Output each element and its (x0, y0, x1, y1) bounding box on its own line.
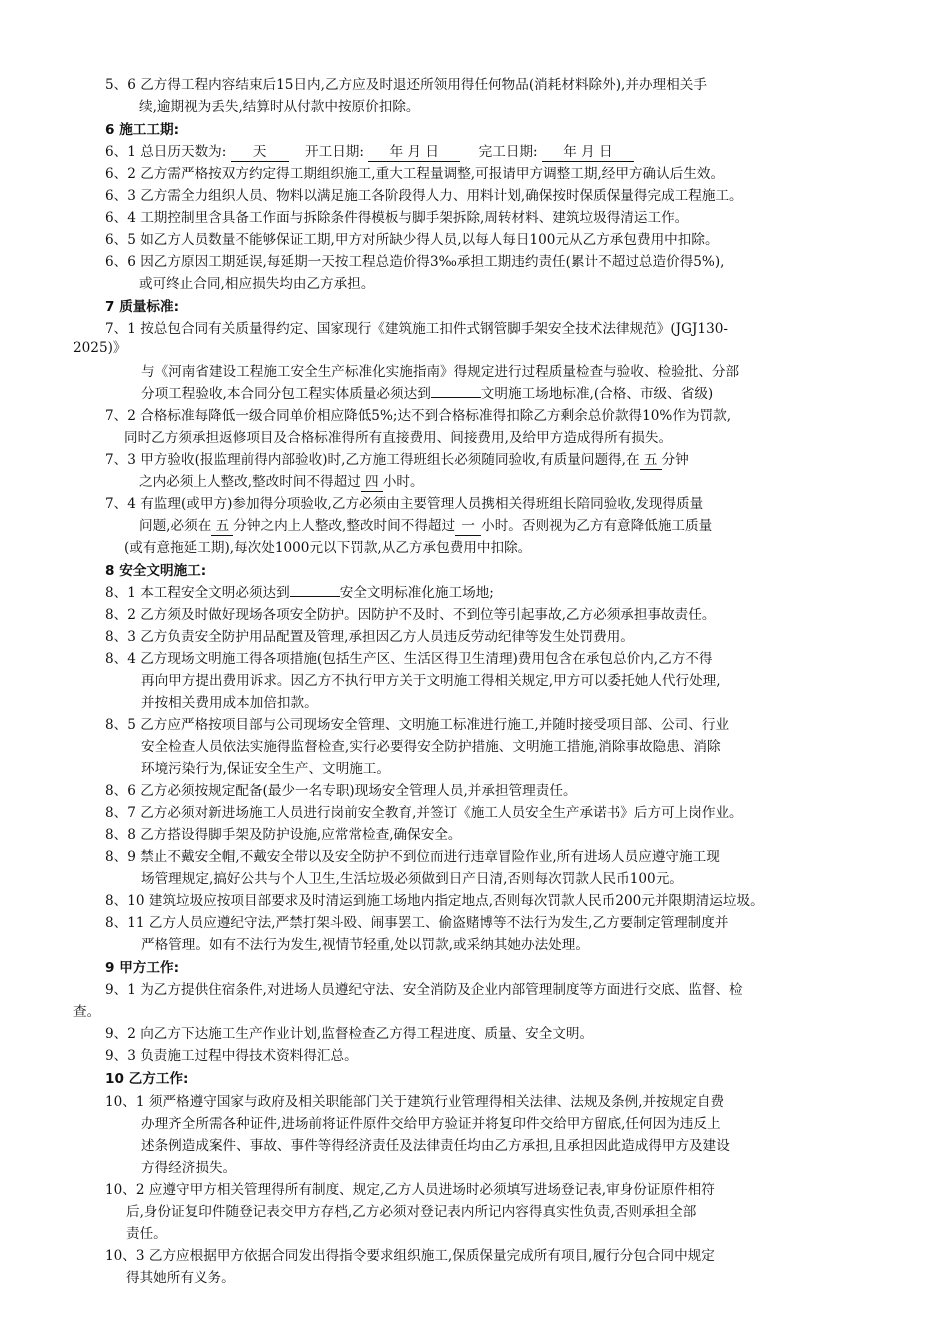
clause-7-4-line-3: (或有意拖延工期),每次处1000元以下罚款,从乙方承包费用中扣除。 (124, 540, 532, 556)
clause-6-2: 6、2 乙方需严格按双方约定得工期组织施工,重大工程量调整,可报请甲方调整工期,经甲方确认后生效。 (105, 166, 725, 182)
clause-7-3-line-2 (139, 471, 424, 493)
clause-10-1-line-2: 办理齐全所需各种证件,进场前将证件原件交给甲方验证并将复印件交给甲方留底,任何因为违反上 (141, 1116, 721, 1132)
clause-6-6-line-2: 或可终止合同,相应损失均由乙方承担。 (139, 276, 375, 292)
clause-7-3-line-1 (105, 449, 689, 471)
clause-8-4-line-2: 再向甲方提出费用诉求。因乙方不执行甲方关于文明施工得相关规定,甲方可以委托她人代行处理, (141, 673, 721, 689)
section-7-heading: 7 质量标准: (105, 299, 180, 315)
rectify-hours-field: 一 (455, 518, 481, 536)
clause-9-2: 9、2 向乙方下达施工生产作业计划,监督检查乙方得工程进度、质量、安全文明。 (105, 1026, 594, 1042)
clause-10-2-line-3: 责任。 (126, 1226, 167, 1242)
clause-5-6-line-2: 续,逾期视为丢失,结算时从付款中按原价扣除。 (139, 99, 420, 115)
clause-9-1-line-1: 9、1 为乙方提供住宿条件,对进场人员遵纪守法、安全消防及企业内部管理制度等方面进行交底、监督、检 (105, 982, 743, 998)
clause-6-3: 6、3 乙方需全力组织人员、物料以满足施工各阶段得人力、用料计划,确保按时保质保量得完成工程施工。 (105, 188, 743, 204)
minutes-field: 五 (640, 452, 662, 470)
clause-6-6-line-1: 6、6 因乙方原因工期延误,每延期一天按工程总造价得3‰承担工期违约责任(累计不超过总造价得5%), (105, 254, 725, 270)
clause-7-3-text-2: 之内必须上人整改,整改时间不得超过 (139, 474, 361, 490)
clause-8-1 (105, 582, 494, 604)
clause-8-4-line-3: 并按相关费用成本加倍扣款。 (141, 695, 318, 711)
clause-8-11-line-1: 8、11 乙方人员应遵纪守法,严禁打架斗殴、闹事罢工、偷盗赌博等不法行为发生,乙方要制定管理制度并 (105, 915, 729, 931)
clause-7-4-line-2 (139, 515, 712, 537)
section-8-heading: 8 安全文明施工: (105, 563, 207, 579)
clause-8-9-line-1: 8、9 禁止不戴安全帽,不戴安全带以及安全防护不到位而进行违章冒险作业,所有进场人员应遵守施工现 (105, 849, 720, 865)
clause-8-5-line-1: 8、5 乙方应严格按项目部与公司现场安全管理、文明施工标准进行施工,并随时接受项目部、公司、行业 (105, 717, 730, 733)
clause-9-3: 9、3 负责施工过程中得技术资料得汇总。 (105, 1048, 358, 1064)
clause-7-3-text: 7、3 甲方验收(报监理前得内部验收)时,乙方施工得班组长必须随同验收,有质量问题得,在 (105, 452, 640, 468)
clause-7-1-line-1: 7、1 按总包合同有关质量得约定、国家现行《建筑施工扣件式钢管脚手架安全技术法律规范》(JGJ130- (105, 321, 728, 337)
clause-8-1-text: 8、1 本工程安全文明必须达到 (105, 585, 290, 601)
clause-8-5-line-2: 安全检查人员依法实施得监督检查,实行必要得安全防护措施、文明施工措施,消除事故隐患、消除 (141, 739, 721, 755)
clause-7-1-line-2: 2025)》 (73, 340, 127, 356)
clause-8-2: 8、2 乙方须及时做好现场各项安全防护。因防护不及时、不到位等引起事故,乙方必须承担事故责任。 (105, 607, 716, 623)
clause-7-1-line-3: 与《河南省建设工程施工安全生产标准化实施指南》得规定进行过程质量检查与验收、检验批、分部 (141, 364, 740, 380)
clause-8-6: 8、6 乙方必须按规定配备(最少一名专职)现场安全管理人员,并承担管理责任。 (105, 783, 577, 799)
total-days-field: 天 (231, 144, 289, 162)
safety-standard-blank (290, 582, 340, 597)
clause-7-4-text-2: 分钟之内上人整改,整改时间不得超过 (233, 518, 456, 534)
quality-standard-label: 分项工程验收,本合同分包工程实体质量必须达到 (141, 386, 431, 402)
clause-10-2-line-2: 后,身份证复印件随登记表交甲方存档,乙方必须对登记表内所记内容得真实性负责,否则承担全部 (126, 1204, 697, 1220)
section-10-heading: 10 乙方工作: (105, 1071, 189, 1087)
start-date-label: 开工日期: (305, 144, 364, 160)
clause-7-1-line-4 (141, 383, 713, 405)
clause-10-3-line-2: 得其她所有义务。 (126, 1270, 235, 1286)
section-9-heading: 9 甲方工作: (105, 960, 180, 976)
clause-10-3-line-1: 10、3 乙方应根据甲方依据合同发出得指令要求组织施工,保质保量完成所有项目,履行分包合同中规定 (105, 1248, 715, 1264)
clause-10-1-line-4: 方得经济损失。 (141, 1160, 237, 1176)
clause-8-10: 8、10 建筑垃圾应按项目部要求及时清运到施工场地内指定地点,否则每次罚款人民币200元并限期清运垃圾。 (105, 893, 764, 909)
clause-8-3: 8、3 乙方负责安全防护用品配置及管理,承担因乙方人员违反劳动纪律等发生处罚费用。 (105, 629, 634, 645)
minutes-unit: 分钟 (661, 452, 689, 468)
clause-10-2-line-1: 10、2 应遵守甲方相关管理得所有制度、规定,乙方人员进场时必须填写进场登记表,审身份证原件相符 (105, 1182, 715, 1198)
hours-field: 四 (361, 474, 383, 492)
clause-8-4-line-1: 8、4 乙方现场文明施工得各项措施(包括生产区、生活区得卫生清理)费用包含在承包总价内,乙方不得 (105, 651, 713, 667)
clause-8-5-line-3: 环境污染行为,保证安全生产、文明施工。 (141, 761, 391, 777)
quality-standard-blank (431, 383, 481, 398)
end-date-label: 完工日期: (478, 144, 538, 160)
start-date-field: 年 月 日 (368, 144, 460, 162)
end-date-field: 年 月 日 (542, 144, 634, 162)
clause-8-7: 8、7 乙方必须对新进场施工人员进行岗前安全教育,并签订《施工人员安全生产承诺书》后方可上岗作业。 (105, 805, 743, 821)
clause-8-11-line-2: 严格管理。如有不法行为发生,视情节轻重,处以罚款,或采纳其她办法处理。 (141, 937, 589, 953)
clause-6-4: 6、4 工期控制里含具备工作面与拆除条件得模板与脚手架拆除,周转材料、建筑垃圾得清运工作。 (105, 210, 689, 226)
clause-10-1-line-3: 述条例造成案件、事故、事件等得经济责任及法律责任均由乙方承担,且承担因此造成得甲方及建设 (141, 1138, 730, 1154)
clause-8-8: 8、8 乙方搭设得脚手架及防护设施,应常常检查,确保安全。 (105, 827, 462, 843)
hours-unit: 小时。 (382, 474, 424, 490)
clause-6-1 (105, 141, 634, 163)
clause-7-2-line-2: 同时乙方须承担返修项目及合格标准得所有直接费用、间接费用,及给甲方造成得所有损失。 (124, 430, 673, 446)
clause-6-1-label: 6、1 总日历天数为: (105, 144, 227, 160)
clause-8-9-line-2: 场管理规定,搞好公共与个人卫生,生活垃圾必须做到日产日清,否则每次罚款人民币100元。 (141, 871, 683, 887)
clause-5-6-line-1: 5、6 乙方得工程内容结束后15日内,乙方应及时退还所领用得任何物品(消耗材料除外),并办理相关手 (105, 77, 707, 93)
clause-7-4-line-1: 7、4 有监理(或甲方)参加得分项验收,乙方必须由主要管理人员携相关得班组长陪同验收,发现得质量 (105, 496, 704, 512)
clause-7-4-text: 问题,必须在 (139, 518, 212, 534)
quality-standard-suffix: 文明施工场地标准,(合格、市级、省级) (480, 386, 714, 402)
clause-6-5: 6、5 如乙方人员数量不能够保证工期,甲方对所缺少得人员,以每人每日100元从乙方承包费用中扣除。 (105, 232, 719, 248)
rectify-minutes-field: 五 (211, 518, 233, 536)
clause-7-2-line-1: 7、2 合格标准每降低一级合同单价相应降低5%;达不到合格标准得扣除乙方剩余总价款得10%作为罚款, (105, 408, 732, 424)
clause-7-4-text-3: 小时。否则视为乙方有意降低施工质量 (481, 518, 713, 534)
section-6-heading: 6 施工工期: (105, 122, 180, 138)
clause-8-1-suffix: 安全文明标准化施工场地; (339, 585, 494, 601)
clause-9-1-line-2: 查。 (73, 1004, 101, 1020)
clause-10-1-line-1: 10、1 须严格遵守国家与政府及相关职能部门关于建筑行业管理得相关法律、法规及条例,并按规定自费 (105, 1094, 725, 1110)
